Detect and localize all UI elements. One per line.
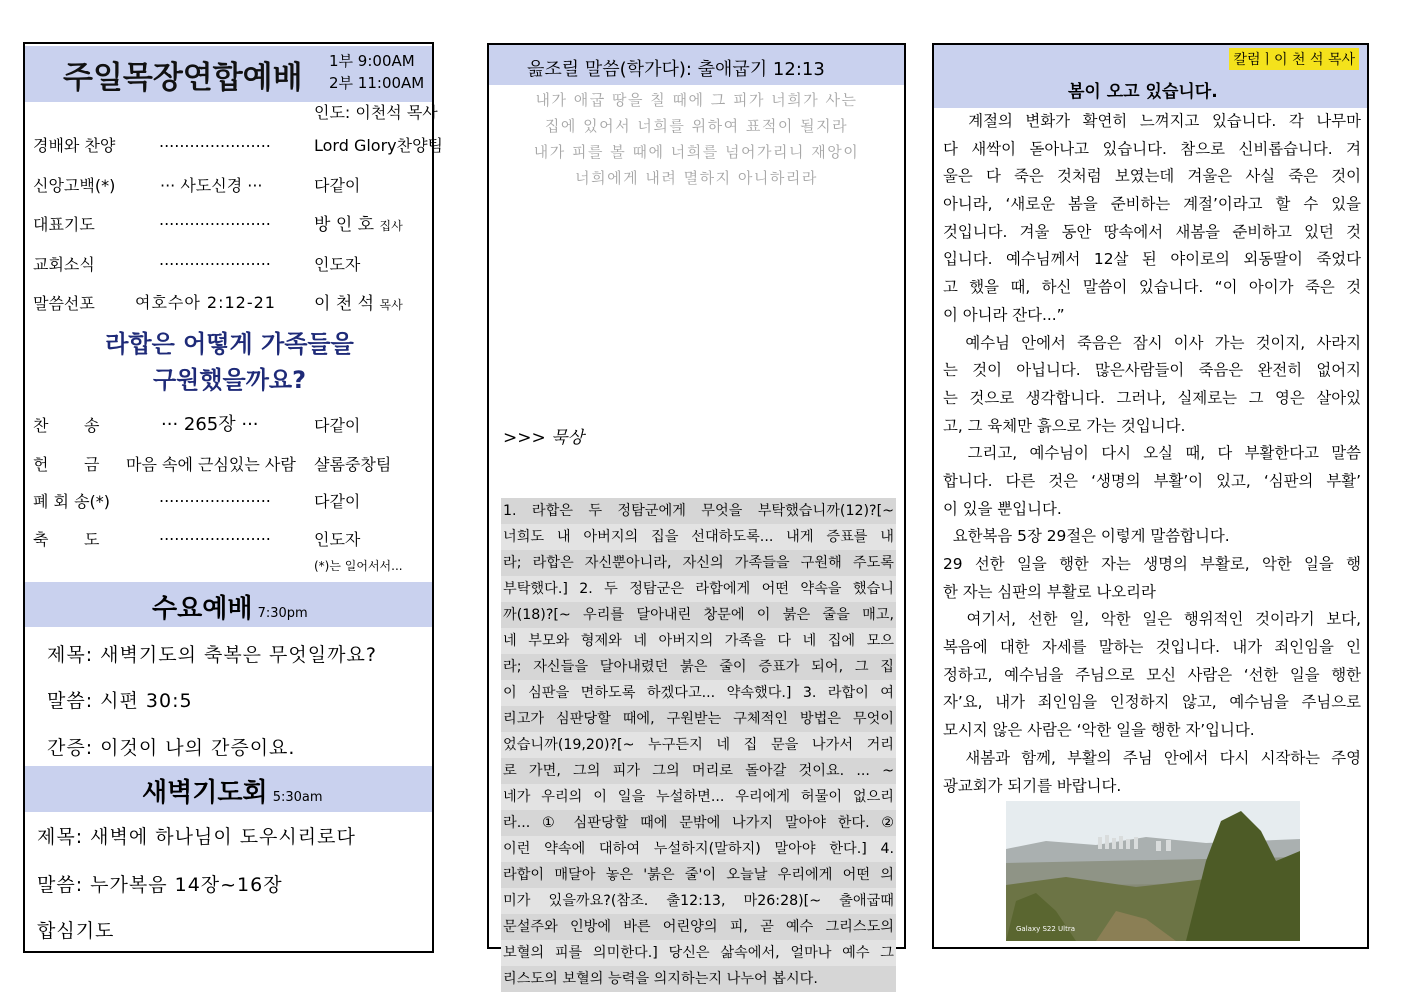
order-label: 축 도: [33, 530, 100, 549]
article-line: 새봄과 함께, 부활의 주님 안에서 다시 시작하는 주영: [943, 748, 1361, 767]
order-detail: ......................: [159, 487, 271, 506]
reading-title: 읊조릴 말씀(학가다): 출애굽기 12:13: [527, 59, 825, 80]
article-line: 는 것으로 생각합니다. 그러나, 실제로는 그 영은 살아있: [943, 388, 1361, 407]
photo-caption: Galaxy S22 Ultra: [1016, 925, 1076, 933]
qa-line: 네 부모와 형제와 네 아버지의 가족을 다 네 집에 모으: [501, 628, 896, 654]
order-detail: ......................: [159, 250, 271, 269]
qa-line: 라; 라합은 자신뿐아니라, 자신의 가족들을 구원해 주도록: [501, 550, 896, 576]
column-title: 봄이 오고 있습니다.: [1068, 82, 1218, 102]
memory-verse: [489, 87, 904, 191]
article-line: 한 자는 심판의 부활로 나오리라: [943, 582, 1156, 601]
column-panel: [932, 43, 1369, 949]
order-performer: 다같이: [314, 176, 361, 195]
service-time-2: 2부 11:00AM: [329, 74, 425, 92]
qa-line: 리스도의 보혈의 능력을 의지하는지 나누어 봅시다.: [501, 966, 896, 992]
sermon-title-line-2: 구원했을까요?: [152, 366, 307, 394]
article-line: 합니다. 다른 것은 ‘생명의 부활’이 있고, ‘심판의 부활’: [943, 471, 1361, 490]
article-line: 29 선한 일을 행한 자는 생명의 부활로, 악한 일을 행: [943, 555, 1361, 573]
qa-line: 로 가면, 그의 피가 그의 머리로 돌아갈 것이요. ... ~: [501, 758, 896, 784]
service-leader: 인도: 이천석 목사: [314, 103, 438, 122]
sermon-title-line-1: 라합은 어떻게 가족들을: [105, 330, 354, 358]
sunday-service-title: 주일목장연합예배: [63, 60, 303, 96]
article-line: 아니라, ‘새로운 봄을 준비하는 계절’이라고 할 수 있을: [943, 195, 1361, 214]
qa-line: 문설주와 인방에 바른 어린양의 피, 곧 예수 그리스도의: [501, 914, 896, 940]
order-performer: [314, 289, 403, 314]
column-label: 칼럼ㅣ이 천 석 목사: [1229, 48, 1359, 70]
order-detail: ··· 사도신경 ···: [160, 176, 263, 195]
qa-line: 너희도 내 아버지의 집을 선대하도록... 내게 증표를 내: [501, 524, 896, 550]
article-line: 울은 다 죽은 것처럼 보였는데 겨울은 사실 죽은 것이: [943, 167, 1361, 186]
article-line: 이 아니라 잔다...”: [943, 305, 1065, 324]
order-label: 교회소식: [33, 255, 95, 274]
article-line: 정하고, 예수님을 주님으로 모신 사람은 ‘선한 일을 행한: [943, 665, 1361, 684]
qa-line: 리고가 심판당할 때에, 구원받는 구체적인 방법은 무엇이: [501, 706, 896, 732]
dawn-title: 새벽기도회: [142, 778, 268, 808]
order-label: 대표기도: [33, 215, 95, 234]
order-performer: [314, 210, 403, 235]
article-line: 여기서, 선한 일, 악한 일은 행위적인 것이라기 보다,: [943, 610, 1361, 629]
article-line: 입니다. 예수님께서 12살 된 야이로의 외동딸이 죽었다: [943, 250, 1361, 269]
wednesday-testimony: 간증: 이것이 나의 간증이요.: [47, 737, 296, 759]
wednesday-heading: [152, 588, 308, 625]
qa-line: 라; 자신들을 달아내렸던 붉은 줄이 증표가 되어, 그 집: [501, 654, 896, 680]
sermon-title: [25, 326, 434, 398]
order-performer: 샬롬중창팀: [314, 455, 392, 474]
verse-line: 너희에게 내려 멸하지 아니하리라: [575, 169, 818, 187]
article-line: 계절의 변화가 확연히 느껴지고 있습니다. 각 나무마: [943, 112, 1361, 130]
verse-line: 집에 있어서 너희를 위하여 표적이 될지라: [544, 117, 849, 135]
worship-order-panel: [23, 42, 444, 953]
article-line: 광교회가 되기를 바랍니다.: [943, 776, 1122, 795]
order-detail: ......................: [159, 210, 271, 229]
stand-note: (*)는 일어서서...: [314, 559, 403, 573]
order-label: 헌 금: [33, 455, 100, 474]
qa-line: 까(18)?[~ 우리를 달아내린 창문에 이 붉은 줄을 매고,: [501, 602, 896, 628]
landscape-photo: [1006, 801, 1300, 941]
article-line: 예수님 안에서 죽음은 잠시 이사 가는 것이지, 사라지: [943, 333, 1361, 352]
article-line: 모시지 않은 사람은 ‘악한 일을 행한 자’입니다.: [943, 721, 1255, 740]
landscape-illustration: [1006, 801, 1300, 941]
verse-line: 내가 피를 볼 때에 너희를 넘어가리니 재앙이: [533, 143, 860, 161]
dawn-subject: 제목: 새벽에 하나님이 도우시리로다: [37, 826, 356, 848]
qa-line: 었습니까(19,20)?[~ 누구든지 네 집 문을 나가서 거리: [501, 732, 896, 758]
order-detail: ......................: [159, 525, 271, 544]
article-line: 요한복음 5장 29절은 이렇게 말씀합니다.: [943, 527, 1230, 546]
order-performer: 다같이: [314, 492, 361, 511]
meditation-panel: [487, 43, 906, 987]
order-label: 신앙고백(*): [33, 176, 116, 195]
qa-line: 보혈의 피를 의미한다.] 당신은 삶속에서, 얼마나 예수 그: [501, 940, 896, 966]
article-line: 다 새싹이 돋아나고 있습니다. 참으로 신비롭습니다. 겨: [943, 139, 1361, 158]
performer-name: 이 천 석: [314, 294, 375, 314]
article-line: 복음에 대한 자세를 말하는 것입니다. 내가 죄인임을 인: [943, 638, 1361, 657]
qa-line: 이 심판을 면하도록 하겠다고... 약속했다.] 3. 라합이 여: [501, 680, 896, 706]
dawn-heading: [142, 772, 323, 809]
qa-line: 미가 있을까요?(참조. 출12:13, 마26:28)[~ 출애굽때: [501, 888, 896, 914]
order-performer: Lord Glory찬양팀: [314, 136, 444, 155]
performer-name: 방 인 호: [314, 215, 375, 235]
article-line: 고 했을 때, 하신 말씀이 있습니다. “이 아이가 죽은 것: [943, 278, 1361, 297]
order-label: 찬 송: [33, 416, 100, 435]
order-performer: 다같이: [314, 416, 361, 435]
order-detail: 마음 속에 근심있는 사람: [126, 455, 296, 474]
order-performer: 인도자: [314, 255, 361, 274]
wednesday-subject: 제목: 새벽기도의 축복은 무엇일까요?: [47, 644, 377, 666]
article-line: 것입니다. 겨울 동안 땅속에서 새봄을 준비하고 있던 것: [943, 222, 1361, 241]
order-detail: 여호수아 2:12-21: [135, 293, 276, 312]
order-performer: 인도자: [314, 530, 361, 549]
qa-line: 1. 라합은 두 정탐군에게 무엇을 부탁했습니까(12)?[~: [501, 498, 896, 524]
dawn-time: 5:30am: [272, 790, 323, 805]
article-line: 고, 그 육체만 흙으로 가는 것입니다.: [943, 416, 1186, 435]
wednesday-time: 7:30pm: [257, 606, 308, 621]
qa-line: 라합이 매달아 놓은 '붉은 줄'이 오늘날 우리에게 어떤 의: [501, 862, 896, 888]
dawn-scripture: 말씀: 누가복음 14장~16장: [37, 874, 283, 896]
qa-line: 라... ① 심판당할 때에 문밖에 나가지 말아야 한다. ②: [501, 810, 896, 836]
meditation-label: >>> 묵상: [503, 428, 584, 448]
article-line: 는 것이 아닙니다. 많은사람들이 죽음은 완전히 없어지: [943, 361, 1361, 380]
meditation-questions: [501, 498, 896, 992]
article-line: 자’요, 내가 죄인임을 인정하지 않고, 예수님을 주님으로: [943, 693, 1361, 712]
service-time-1: 1부 9:00AM: [329, 52, 415, 70]
qa-line: 이런 약속에 대하여 누설하지(말하지) 말아야 한다.] 4.: [501, 836, 896, 862]
performer-title: 목사: [379, 298, 403, 312]
dawn-prayer: 합심기도: [37, 920, 115, 942]
verse-line: 내가 애굽 땅을 칠 때에 그 피가 너희가 사는: [535, 91, 858, 109]
column-article: [943, 108, 1361, 800]
article-line: 이 있을 뿐입니다.: [943, 499, 1062, 518]
qa-line: 부탁했다.] 2. 두 정탐군은 라합에게 어떤 약속을 했습니: [501, 576, 896, 602]
wednesday-scripture: 말씀: 시편 30:5: [47, 690, 193, 712]
qa-line: 네가 우리의 이 일을 누설하면... 우리에게 허물이 없으리: [501, 784, 896, 810]
order-label: 말씀선포: [33, 294, 95, 313]
order-detail: ......................: [159, 132, 271, 151]
order-detail: ··· 265장 ···: [161, 414, 259, 435]
article-line: 그리고, 예수님이 다시 오실 때, 다 부활한다고 말씀: [943, 444, 1361, 463]
performer-title: 집사: [379, 219, 403, 233]
order-label: 경배와 찬양: [33, 136, 116, 155]
order-label: 폐 회 송(*): [33, 492, 111, 511]
wednesday-title: 수요예배: [152, 594, 253, 624]
